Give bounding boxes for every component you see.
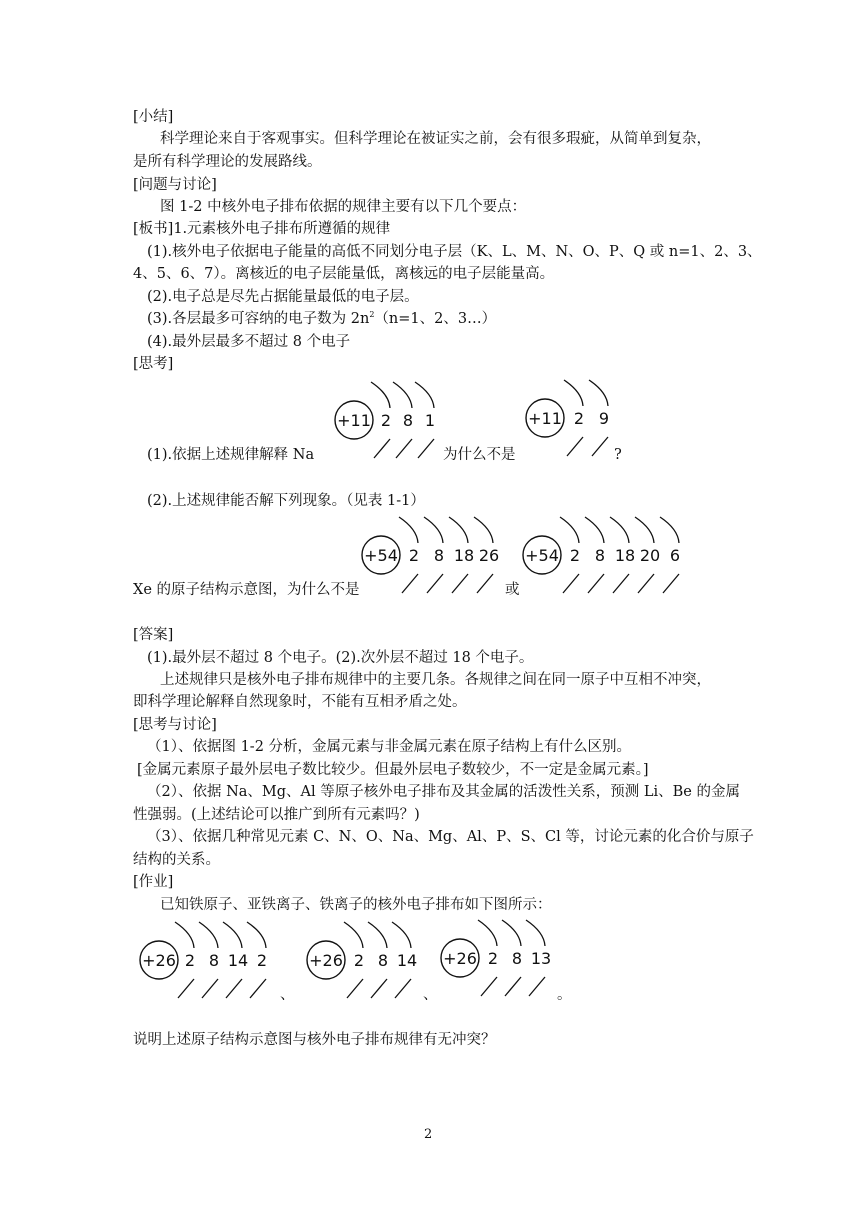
shell-arc-upper [502, 920, 521, 946]
shell-electron-count: 6 [669, 546, 681, 565]
shell-arc-lower [505, 977, 521, 996]
homework-heading: [作业] [133, 874, 174, 890]
think-q1-prefix: (1).依据上述规律解释 Na [147, 447, 315, 463]
discussion-q3-line-2: 结构的关系。 [133, 852, 220, 868]
shell-electron-count: 9 [598, 409, 610, 428]
nucleus-charge: +11 [528, 409, 562, 428]
think-q2-line-2: Xe 的原子结构示意图，为什么不是 [133, 582, 360, 598]
discussion-q1: （1）、依据图 1-2 分析，金属元素与非金属元素在原子结构上有什么区别。 [147, 739, 632, 755]
homework-question: 说明上述原子结构示意图与核外电子排布规律有无冲突？ [133, 1032, 496, 1048]
shell-electron-count: 8 [433, 546, 445, 565]
summary-heading: [小结] [133, 109, 174, 125]
shell-electron-count: 14 [227, 951, 249, 970]
shell-electron-count: 1 [424, 411, 436, 430]
think-q1-end: ? [614, 447, 622, 463]
answer-line-2: 上述规律只是核外电子排布规律中的主要几条。各规律之间在同一原子中互相不冲突， [160, 672, 711, 688]
shell-electron-count: 18 [614, 546, 636, 565]
shell-arc-upper [478, 920, 497, 946]
think-q2-or: 或 [505, 582, 520, 598]
shell-electron-count: 20 [639, 546, 661, 565]
rule-4: (4).最外层最多不超过 8 个电子 [147, 334, 351, 350]
discussion-heading: [思考与讨论] [133, 717, 217, 733]
page-number: 2 [424, 1127, 433, 1142]
nucleus-charge: +54 [525, 546, 559, 565]
shell-electron-count: 2 [256, 951, 268, 970]
nucleus-charge: +26 [142, 951, 176, 970]
shell-electron-count: 18 [453, 546, 475, 565]
discussion-a1: [金属元素原子最外层电子数比较少。但最外层电子数较少，不一定是金属元素。] [137, 762, 649, 778]
shell-electron-count: 2 [353, 951, 365, 970]
think-q2: (2).上述规律能否解下列现象。（见表 1-1） [147, 493, 425, 509]
nucleus-charge: +26 [443, 949, 477, 968]
shell-electron-count: 2 [408, 546, 420, 565]
rule-2: (2).电子总是尽先占据能量最低的电子层。 [147, 289, 419, 305]
rule-1-line-1: (1).核外电子依据电子能量的高低不同划分电子层（K、L、M、N、O、P、Q 或 n=1、2、3、 [147, 244, 762, 260]
rule-3: (3).各层最多可容纳的电子数为 $2n^2(n=1$、2、3…） [147, 310, 497, 327]
summary-line-1: 科学理论来自于客观事实。但科学理论在被证实之前，会有很多瑕疵，从简单到复杂， [160, 131, 711, 147]
shell-electron-count: 8 [594, 546, 606, 565]
shell-electron-count: 8 [402, 411, 414, 430]
rule-1-line-2: 4、5、6、7）。离核近的电子层能量低，离核远的电子层能量高。 [133, 266, 555, 282]
nucleus-charge: +11 [337, 411, 371, 430]
shell-arc-lower [529, 977, 545, 996]
shell-electron-count: 2 [573, 409, 585, 428]
nucleus-charge: +26 [309, 951, 343, 970]
shell-electron-count: 14 [396, 951, 418, 970]
answer-line-1: (1).最外层不超过 8 个电子。(2).次外层不超过 18 个电子。 [147, 650, 534, 666]
shell-electron-count: 8 [377, 951, 389, 970]
questions-heading: [问题与讨论] [133, 177, 217, 193]
discussion-q3-line-1: （3）、依据几种常见元素 C、N、O、Na、Mg、Al、P、S、Cl 等，讨论元素的化合价与原子 [147, 829, 754, 845]
homework-end: 。 [557, 987, 572, 1003]
nucleus-charge: +54 [364, 546, 398, 565]
board-heading: [板书]1.元素核外电子排布所遵循的规律 [133, 221, 391, 237]
shell-electron-count: 2 [569, 546, 581, 565]
think-heading: [思考] [133, 356, 174, 372]
shell-arc-lower [481, 977, 497, 996]
discussion-q2-line-2: 性强弱。(上述结论可以推广到所有元素吗？) [133, 807, 420, 823]
homework-separator-1: 、 [280, 987, 295, 1003]
shell-arc-upper [526, 920, 545, 946]
shell-electron-count: 26 [478, 546, 500, 565]
shell-electron-count: 2 [380, 411, 392, 430]
think-q1-middle: 为什么不是 [443, 447, 516, 463]
shell-electron-count: 2 [184, 951, 196, 970]
homework-separator-2: 、 [423, 987, 438, 1003]
homework-intro: 已知铁原子、亚铁离子、铁离子的核外电子排布如下图所示： [160, 897, 552, 913]
discussion-q2-line-1: （2）、依据 Na、Mg、Al 等原子核外电子排布及其金属的活泼性关系，预测 Li、Be 的金属 [147, 784, 740, 800]
shell-electron-count: 13 [530, 949, 552, 968]
answer-heading: [答案] [133, 627, 174, 643]
questions-intro: 图 1-2 中核外电子排布依据的规律主要有以下几个要点： [160, 199, 527, 215]
shell-electron-count: 2 [487, 949, 499, 968]
shell-electron-count: 8 [511, 949, 523, 968]
shell-electron-count: 8 [208, 951, 220, 970]
summary-line-2: 是所有科学理论的发展路线。 [133, 154, 322, 170]
answer-line-3: 即科学理论解释自然现象时，不能有互相矛盾之处。 [133, 694, 467, 710]
